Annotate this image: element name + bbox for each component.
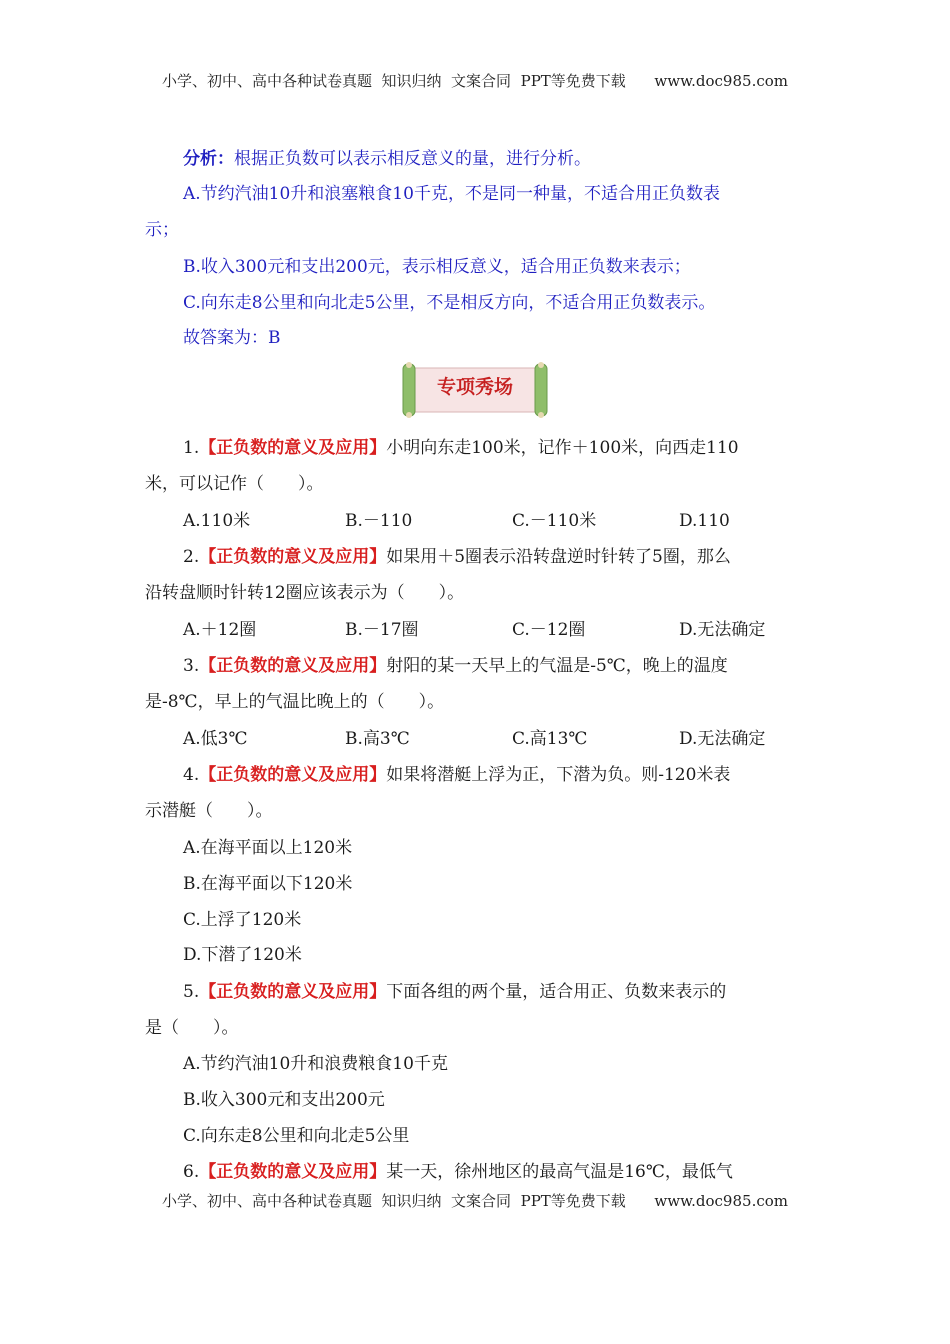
question-6-line1 xyxy=(183,1161,733,1183)
question-4-option-b: B.在海平面以下120米 xyxy=(183,874,353,894)
question-4-option-a: A.在海平面以上120米 xyxy=(183,838,353,858)
question-number: 5. xyxy=(183,982,200,1002)
question-text: 如果将潜艇上浮为正，下潜为负。则-120米表 xyxy=(386,765,731,785)
analysis-intro: 根据正负数可以表示相反意义的量，进行分析。 xyxy=(234,149,591,169)
analysis-b-line: B.收入300元和支出200元，表示相反意义，适合用正负数来表示； xyxy=(183,257,691,277)
question-tag: 【正负数的意义及应用】 xyxy=(199,1162,387,1182)
question-5-option-b: B.收入300元和支出200元 xyxy=(183,1090,385,1110)
question-3-option-b: B.高3℃ xyxy=(345,729,410,749)
question-4-option-d: D.下潜了120米 xyxy=(183,945,302,965)
question-1-option-d: D.110 xyxy=(679,511,730,531)
question-text: 如果用＋5圈表示沿转盘逆时针转了5圈，那么 xyxy=(386,547,731,567)
question-number: 4. xyxy=(183,765,200,785)
question-4-option-c: C.上浮了120米 xyxy=(183,910,302,930)
section-banner xyxy=(395,362,555,418)
question-2-line1 xyxy=(183,546,731,568)
question-tag: 【正负数的意义及应用】 xyxy=(199,982,387,1002)
question-5-option-c: C.向东走8公里和向北走5公里 xyxy=(183,1126,410,1146)
question-2-option-a: A.＋12圈 xyxy=(183,620,257,640)
banner-title: 专项秀场 xyxy=(436,376,513,398)
question-3-option-d: D.无法确定 xyxy=(679,729,766,749)
question-tag: 【正负数的意义及应用】 xyxy=(199,765,387,785)
question-1-line1 xyxy=(183,437,739,459)
question-5-option-a: A.节约汽油10升和浪费粮食10千克 xyxy=(183,1054,448,1074)
question-1-option-a: A.110米 xyxy=(183,511,251,531)
question-2-option-b: B.－17圈 xyxy=(345,620,419,640)
question-1-line2: 米，可以记作（ ）。 xyxy=(145,474,324,494)
question-1-option-c: C.－110米 xyxy=(512,511,597,531)
page-header: 小学、初中、高中各种试卷真题 知识归纳 文案合同 PPT等免费下载 www.doc985.com xyxy=(161,72,788,90)
question-tag: 【正负数的意义及应用】 xyxy=(199,547,387,567)
analysis-a-line1: A.节约汽油10升和浪塞粮食10千克，不是同一种量，不适合用正负数表 xyxy=(183,184,720,204)
question-number: 6. xyxy=(183,1162,200,1182)
question-text: 射阳的某一天早上的气温是-5℃，晚上的温度 xyxy=(386,656,728,676)
analysis-c-line: C.向东走8公里和向北走5公里，不是相反方向，不适合用正负数表示。 xyxy=(183,293,716,313)
analysis-a-line2: 示； xyxy=(145,220,179,240)
question-3-line1 xyxy=(183,655,728,677)
analysis-label: 分析： xyxy=(183,149,234,169)
question-3-option-c: C.高13℃ xyxy=(512,729,588,749)
question-number: 2. xyxy=(183,547,200,567)
analysis-intro-line xyxy=(183,148,591,170)
question-1-option-b: B.－110 xyxy=(345,511,413,531)
question-2-option-d: D.无法确定 xyxy=(679,620,766,640)
question-4-line2: 示潜艇（ ）。 xyxy=(145,801,273,821)
question-number: 1. xyxy=(183,438,200,458)
question-number: 3. xyxy=(183,656,200,676)
question-5-line1 xyxy=(183,981,726,1003)
question-3-line2: 是-8℃，早上的气温比晚上的（ ）。 xyxy=(145,692,445,712)
question-4-line1 xyxy=(183,764,730,786)
question-tag: 【正负数的意义及应用】 xyxy=(199,656,387,676)
question-tag: 【正负数的意义及应用】 xyxy=(199,438,387,458)
question-text: 下面各组的两个量，适合用正、负数来表示的 xyxy=(386,982,727,1002)
analysis-answer: 故答案为：B xyxy=(183,328,281,348)
question-2-option-c: C.－12圈 xyxy=(512,620,586,640)
question-5-line2: 是（ ）。 xyxy=(145,1018,239,1038)
question-text: 某一天，徐州地区的最高气温是16℃，最低气 xyxy=(386,1162,733,1182)
question-2-line2: 沿转盘顺时针转12圈应该表示为（ ）。 xyxy=(145,583,465,603)
page-footer: 小学、初中、高中各种试卷真题 知识归纳 文案合同 PPT等免费下载 www.doc985.com xyxy=(161,1192,788,1210)
question-text: 小明向东走100米，记作＋100米，向西走110 xyxy=(386,438,739,458)
question-3-option-a: A.低3℃ xyxy=(183,729,248,749)
